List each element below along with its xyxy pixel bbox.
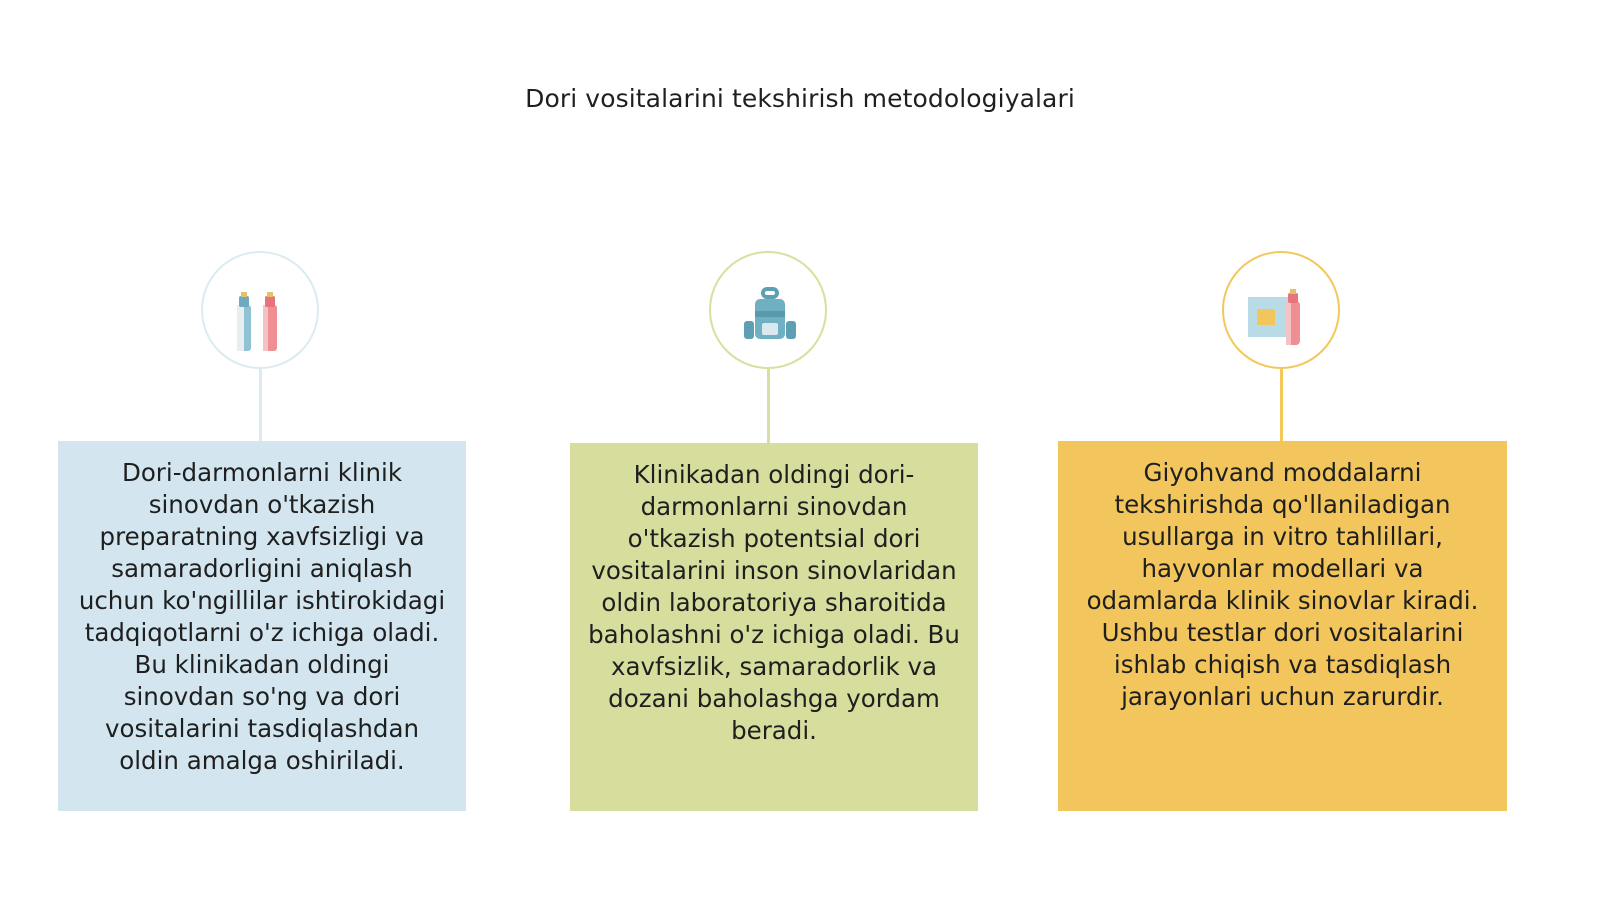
step-2-connector (767, 369, 770, 443)
canvas-and-tube-icon (1224, 253, 1342, 371)
step-1-box (58, 441, 466, 811)
step-1-icon-circle (201, 251, 319, 369)
page-title: Dori vositalarini tekshirish metodologiyalari (525, 84, 1075, 113)
step-3-text: Giyohvand moddalarni tekshirishda qo'llaniladigan usullarga in vitro tahlillari, hayvonlar modellari va odamlarda klinik sinovlar kiradi. Ushbu testlar dori vositalarini ishlab chiqish va tasdiqlash jarayonlari uchun zarurdir. (1086, 458, 1479, 711)
paint-tubes-icon (203, 253, 321, 371)
step-1-text: Dori-darmonlarni klinik sinovdan o'tkazish preparatning xavfsizligi va samaradorligini aniqlash uchun ko'ngillilar ishtirokidagi tadqiqotlarni o'z ichiga oladi. Bu klinikadan oldingi sinovdan so'ng va dori vositalarini tasdiqlashdan oldin amalga oshiriladi. (78, 458, 446, 775)
step-3-box (1058, 441, 1507, 811)
step-3-connector (1280, 369, 1283, 441)
backpack-icon (711, 253, 829, 371)
step-1-connector (259, 369, 262, 441)
step-2-icon-circle (709, 251, 827, 369)
step-2-text: Klinikadan oldingi dori-darmonlarni sinovdan o'tkazish potentsial dori vositalarini inson sinovlaridan oldin laboratoriya sharoitida baholashni o'z ichiga oladi. Bu xavfsizlik, samaradorlik va dozani baholashga yordam beradi. (588, 460, 960, 745)
step-2-box (570, 443, 978, 811)
step-3-icon-circle (1222, 251, 1340, 369)
